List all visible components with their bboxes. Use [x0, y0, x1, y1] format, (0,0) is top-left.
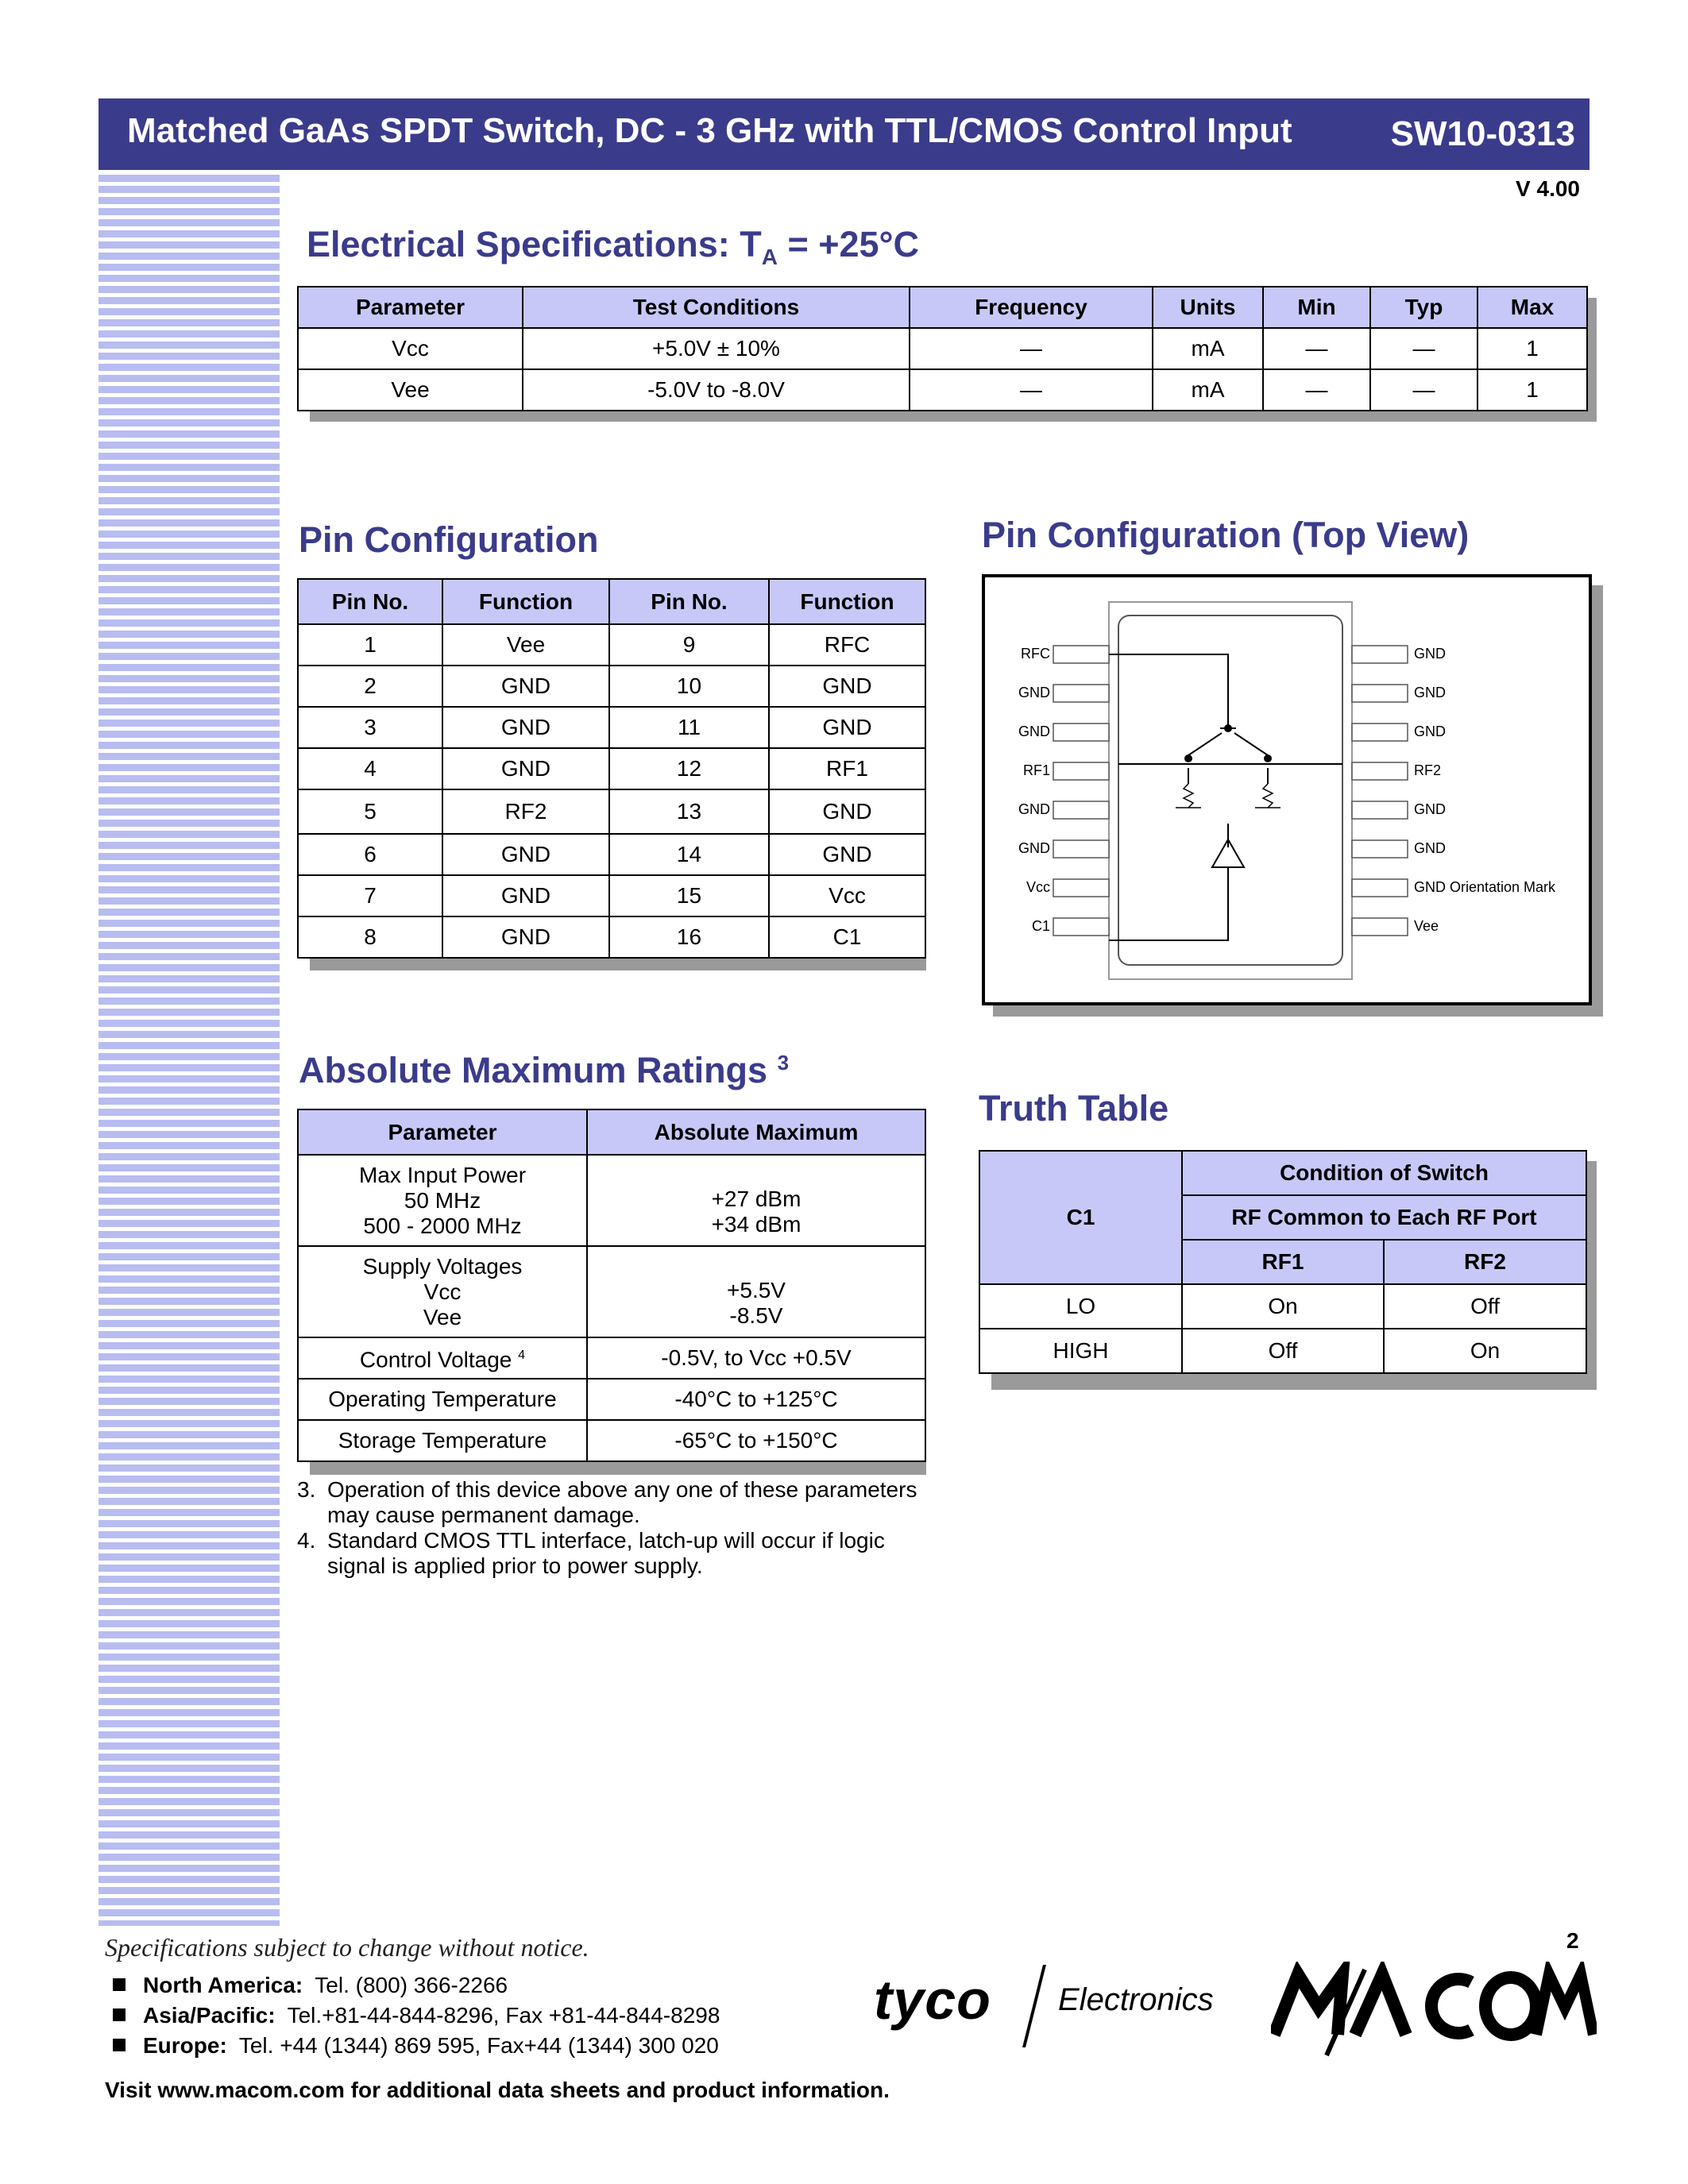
condition-header: Condition of Switch: [1182, 1151, 1586, 1195]
cell: 13: [609, 789, 769, 834]
footnote: 4. Standard CMOS TTL interface, latch-up will occur if logic: [297, 1528, 885, 1553]
cell: Max Input Power 50 MHz 500 - 2000 MHz: [298, 1155, 587, 1246]
contact-europe: Europe: Tel. +44 (1344) 869 595, Fax+44 (1344) 300 020: [113, 2033, 719, 2059]
cell: mA: [1153, 328, 1263, 369]
cell: Vee: [298, 369, 523, 411]
col-header: Frequency: [910, 287, 1153, 328]
cell: —: [1263, 369, 1370, 411]
cell: +5.0V ± 10%: [523, 328, 910, 369]
truth-table-title: Truth Table: [979, 1088, 1169, 1129]
abs-max-title: Absolute Maximum Ratings $^3$: [299, 1050, 790, 1090]
table-row: [298, 789, 925, 834]
bullet-icon: [113, 2008, 126, 2021]
cell: +5.5V -8.5V: [587, 1246, 925, 1337]
left-pin-pad: [1053, 685, 1109, 702]
col-header: Function: [769, 579, 925, 624]
cell: GND: [442, 834, 609, 875]
table-row: [298, 707, 925, 748]
right-pin-label: GND: [1414, 685, 1446, 700]
cell: RF1: [769, 748, 925, 789]
left-pin-label: Vcc: [1026, 879, 1050, 895]
left-pin-label: RFC: [1021, 646, 1050, 662]
footnote-continuation: signal is applied prior to power supply.: [327, 1553, 703, 1578]
left-pin-pad: [1053, 762, 1109, 780]
cell: LO: [979, 1284, 1182, 1329]
table-row: [979, 1329, 1586, 1373]
cell: 1: [1477, 328, 1587, 369]
left-pin-pad: [1053, 723, 1109, 741]
bullet-icon: [113, 2039, 126, 2051]
cell: 14: [609, 834, 769, 875]
table-row: [298, 1246, 925, 1337]
cell: +27 dBm +34 dBm: [587, 1155, 925, 1246]
cell: 4: [298, 748, 442, 789]
cell: RFC: [769, 624, 925, 666]
cell: -65°C to +150°C: [587, 1420, 925, 1461]
col-header: Absolute Maximum: [587, 1109, 925, 1155]
cell: 11: [609, 707, 769, 748]
cell: Supply Voltages Vcc Vee: [298, 1246, 587, 1337]
table-row: [298, 666, 925, 707]
col-header: Test Conditions: [523, 287, 910, 328]
footer-disclaimer: Specifications subject to change without notice.: [105, 1933, 589, 1962]
cell: 5: [298, 789, 442, 834]
left-pin-pad: [1053, 879, 1109, 897]
cell: —: [910, 328, 1153, 369]
cell: Operating Temperature: [298, 1379, 587, 1420]
cell: 7: [298, 875, 442, 916]
pin-config-table: [297, 578, 926, 959]
version-label: V 4.00: [1516, 176, 1580, 201]
cell: —: [1263, 328, 1370, 369]
cell: -0.5V, to Vcc +0.5V: [587, 1337, 925, 1379]
col-header: Parameter: [298, 287, 523, 328]
cell: 12: [609, 748, 769, 789]
left-pin-label: GND: [1018, 685, 1050, 700]
electrical-specs-title: Electrical Specifications: $T_A = +25^\circ C$: [307, 224, 920, 269]
cell: GND: [442, 916, 609, 958]
table-row: [298, 369, 1587, 411]
left-pin-label: GND: [1018, 801, 1050, 817]
abs-max-table: [297, 1109, 926, 1462]
cell: 8: [298, 916, 442, 958]
cell: HIGH: [979, 1329, 1182, 1373]
cell: On: [1384, 1329, 1586, 1373]
header-bar: [98, 98, 1590, 170]
left-pin-label: C1: [1031, 918, 1050, 934]
cell: —: [1370, 328, 1477, 369]
left-pin-pad: [1053, 918, 1109, 936]
truth-table: [979, 1150, 1587, 1374]
cell: 1: [1477, 369, 1587, 411]
cell: -40°C to +125°C: [587, 1379, 925, 1420]
right-pin-pad: [1352, 685, 1408, 702]
right-pin-label: GND: [1414, 723, 1446, 739]
col-header: Function: [442, 579, 609, 624]
right-pin-label: GND: [1414, 840, 1446, 856]
cell: -5.0V to -8.0V: [523, 369, 910, 411]
cell: Control Voltage $^4$: [298, 1337, 587, 1379]
right-pin-pad: [1352, 762, 1408, 780]
macom-logo: [1271, 1962, 1597, 2057]
cell: GND: [769, 666, 925, 707]
pin-diagram: [982, 574, 1592, 1005]
cell: GND: [442, 875, 609, 916]
right-pin-label: GND: [1414, 646, 1446, 662]
right-pin-label: RF2: [1414, 762, 1442, 778]
footnotes: [297, 1477, 933, 1579]
decorative-stripes: [98, 175, 280, 1926]
pin-config-title: Pin Configuration: [299, 519, 599, 560]
cell: GND: [769, 707, 925, 748]
table-row: [979, 1284, 1586, 1329]
tyco-electronics-logo: tyco Electronics: [874, 1962, 1239, 2041]
cell: GND: [769, 834, 925, 875]
right-pin-pad: [1352, 918, 1408, 936]
contact-north-america: North America: Tel. (800) 366-2266: [113, 1973, 508, 1998]
cell: Off: [1384, 1284, 1586, 1329]
contact-asia-pacific: Asia/Pacific: Tel.+81-44-844-8296, Fax +81-44-844-8298: [113, 2003, 720, 2028]
table-row: [298, 1337, 925, 1379]
table-row: [298, 916, 925, 958]
cell: GND: [442, 707, 609, 748]
col-header: Pin No.: [298, 579, 442, 624]
cell: Vcc: [298, 328, 523, 369]
col-header: Pin No.: [609, 579, 769, 624]
cell: Vcc: [769, 875, 925, 916]
page-number: 2: [1566, 1928, 1579, 1953]
right-pin-pad: [1352, 879, 1408, 897]
left-pin-label: GND: [1018, 840, 1050, 856]
col-header: Max: [1477, 287, 1587, 328]
cell: On: [1182, 1284, 1384, 1329]
cell: GND: [442, 666, 609, 707]
cell: 9: [609, 624, 769, 666]
table-row: [298, 834, 925, 875]
table-row: [298, 328, 1587, 369]
right-pin-pad: [1352, 646, 1408, 663]
col-header: Typ: [1370, 287, 1477, 328]
cell: C1: [769, 916, 925, 958]
right-pin-label: GND: [1414, 801, 1446, 817]
macom-logo-mark: [1271, 1962, 1597, 2057]
table-row: [298, 624, 925, 666]
table-row: [298, 1379, 925, 1420]
cell: 2: [298, 666, 442, 707]
cell: —: [1370, 369, 1477, 411]
bullet-icon: [113, 1978, 126, 1991]
cell: 1: [298, 624, 442, 666]
table-row: [298, 1155, 925, 1246]
left-pin-pad: [1053, 801, 1109, 819]
package-drawing: [985, 577, 1589, 1002]
pin-diagram-title: Pin Configuration (Top View): [982, 515, 1470, 555]
table-row: [298, 875, 925, 916]
cell: Off: [1182, 1329, 1384, 1373]
table-row: [298, 748, 925, 789]
footnote: 3. Operation of this device above any one of these parameters: [297, 1477, 917, 1502]
right-pin-pad: [1352, 801, 1408, 819]
left-pin-pad: [1053, 646, 1109, 663]
table-row: [298, 1420, 925, 1461]
visit-line: Visit www.macom.com for additional data sheets and product information.: [105, 2078, 890, 2102]
document-title: Matched GaAs SPDT Switch, DC - 3 GHz with TTL/CMOS Control Input: [127, 111, 1292, 150]
footnote-continuation: may cause permanent damage.: [327, 1503, 640, 1527]
rf1-header: RF1: [1182, 1240, 1384, 1284]
left-pin-label: GND: [1018, 723, 1050, 739]
cell: 15: [609, 875, 769, 916]
cell: 16: [609, 916, 769, 958]
rf-common-header: RF Common to Each RF Port: [1182, 1195, 1586, 1240]
rf2-header: RF2: [1384, 1240, 1586, 1284]
right-pin-label: GND Orientation Mark: [1414, 879, 1556, 895]
cell: Vee: [442, 624, 609, 666]
cell: Storage Temperature: [298, 1420, 587, 1461]
cell: GND: [769, 789, 925, 834]
c1-header: C1: [979, 1151, 1182, 1284]
col-header: Parameter: [298, 1109, 587, 1155]
part-number: SW10-0313: [1390, 114, 1575, 153]
electrical-specs-table: [297, 286, 1588, 411]
right-pin-label: Vee: [1414, 918, 1439, 934]
cell: 6: [298, 834, 442, 875]
cell: 3: [298, 707, 442, 748]
cell: RF2: [442, 789, 609, 834]
right-pin-pad: [1352, 840, 1408, 858]
left-pin-label: RF1: [1022, 762, 1050, 778]
cell: —: [910, 369, 1153, 411]
cell: GND: [442, 748, 609, 789]
col-header: Units: [1153, 287, 1263, 328]
right-pin-pad: [1352, 723, 1408, 741]
cell: 10: [609, 666, 769, 707]
cell: mA: [1153, 369, 1263, 411]
col-header: Min: [1263, 287, 1370, 328]
left-pin-pad: [1053, 840, 1109, 858]
